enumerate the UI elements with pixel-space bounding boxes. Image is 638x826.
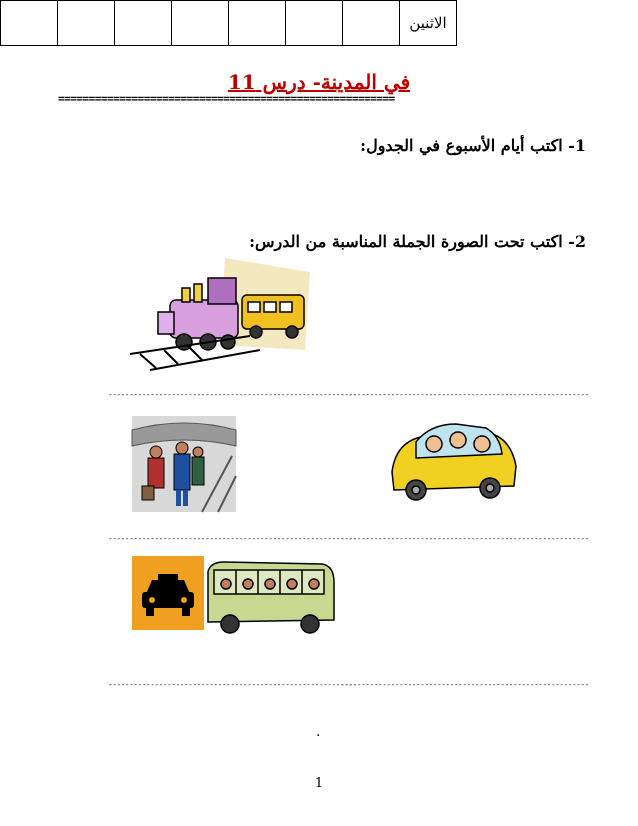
table-cell[interactable] xyxy=(58,1,115,46)
table-cell[interactable] xyxy=(172,1,229,46)
question-1: 1- اكتب أيام الأسبوع في الجدول: xyxy=(360,136,586,155)
bus-passengers-icon xyxy=(204,556,338,640)
table-cell[interactable] xyxy=(229,1,286,46)
table-row xyxy=(1,1,457,46)
answer-line[interactable]: ----------------------------------------------------------- xyxy=(108,390,357,399)
table-cell[interactable] xyxy=(343,1,400,46)
title-separator: ======================================================= xyxy=(58,92,395,105)
train-bus-icon xyxy=(130,250,310,372)
answer-line[interactable]: ----------------------------------------------------------- xyxy=(108,680,357,689)
answer-line[interactable]: ----------------------------------------------------------- xyxy=(340,534,589,543)
table-cell[interactable] xyxy=(1,1,58,46)
table-cell[interactable]: الاثنين xyxy=(400,1,457,46)
dot-mark: . xyxy=(316,724,321,740)
table-cell[interactable] xyxy=(286,1,343,46)
answer-line[interactable]: ----------------------------------------------------------- xyxy=(108,534,357,543)
car-family-icon xyxy=(386,410,522,506)
page-number: 1 xyxy=(314,776,324,791)
question-2: 2- اكتب تحت الصورة الجملة المناسبة من الدرس: xyxy=(249,232,586,251)
answer-line[interactable]: ----------------------------------------------------------- xyxy=(340,390,589,399)
days-table xyxy=(0,0,457,46)
answer-line[interactable]: ----------------------------------------------------------- xyxy=(340,680,589,689)
page-title: في المدينة- درس 11 xyxy=(227,70,411,94)
taxi-sign-icon xyxy=(132,556,204,630)
station-people-icon xyxy=(132,416,236,512)
table-cell[interactable] xyxy=(115,1,172,46)
